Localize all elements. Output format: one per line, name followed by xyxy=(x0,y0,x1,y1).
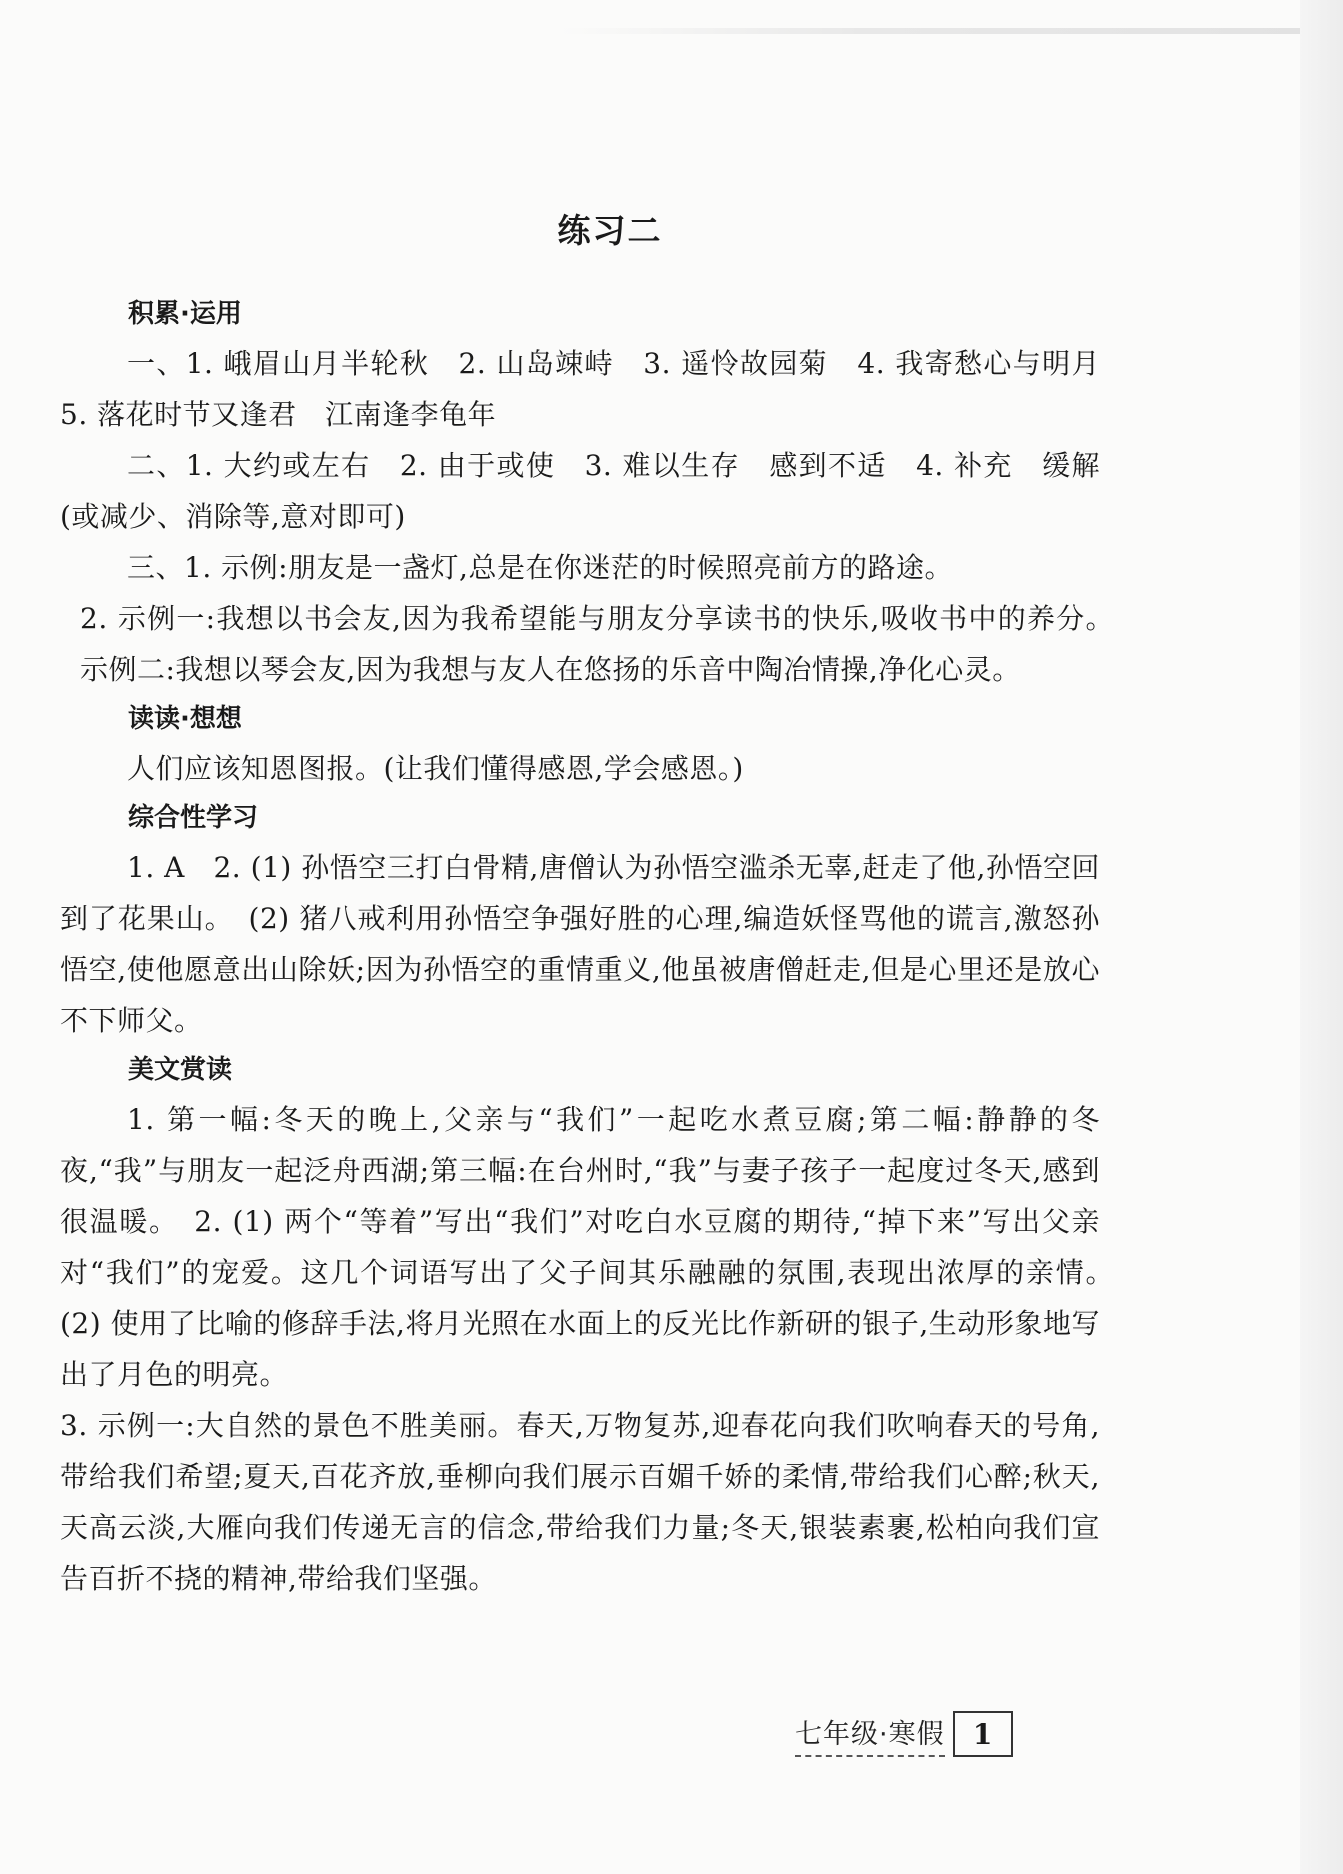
section-heading: 美文赏读 xyxy=(128,1055,233,1085)
section-accumulation xyxy=(60,290,1129,695)
section-appreciation xyxy=(60,1046,1129,1604)
section-heading: 读读·想想 xyxy=(128,704,242,734)
answer-paragraph: 三、1. 示例:朋友是一盏灯,总是在你迷茫的时候照亮前方的路途。 xyxy=(127,551,953,584)
page-number: 1 xyxy=(953,1711,1013,1757)
answer-paragraph: 3. 示例一:大自然的景色不胜美丽。春天,万物复苏,迎春花向我们吹响春天的号角,带给我们希望;夏天,百花齐放,垂柳向我们展示百媚千娇的柔情,带给我们心醉;秋天,天高云淡,大雁向我们传递无言的信念,带给我们力量;冬天,银装素裹,松柏向我们宣告百折不挠的精神,带给我们坚强。 xyxy=(60,1409,1100,1595)
answer-paragraph: 2. 示例一:我想以书会友,因为我希望能与朋友分享读书的快乐,吸收书中的养分。 示例二:我想以琴会友,因为我想与友人在悠扬的乐音中陶冶情操,净化心灵。 xyxy=(80,602,1129,686)
section-reading xyxy=(60,695,1100,794)
answer-paragraph: 二、1. 大约或左右 2. 由于或使 3. 难以生存 感到不适 4. 补充 缓解(或减少、消除等,意对即可) xyxy=(60,449,1100,533)
section-comprehensive xyxy=(60,794,1100,1046)
answer-paragraph: 1. 第一幅:冬天的晚上,父亲与“我们”一起吃水煮豆腐;第二幅:静静的冬夜,“我”与朋友一起泛舟西湖;第三幅:在台州时,“我”与妻子孩子一起度过冬天,感到很温暖。 2. (1) 两个“等着”写出“我们”对吃白水豆腐的期待,“掉下来”写出父亲对“我们”的宠爱。这几个词语写出了父子间其乐融融的氛围,表现出浓厚的亲情。 (2) 使用了比喻的修辞手法,将月光照在水面上的反光比作新研的银子,生动形象地写出了月色的明亮。 xyxy=(60,1103,1129,1391)
answer-paragraph: 1. A 2. (1) 孙悟空三打白骨精,唐僧认为孙悟空滥杀无辜,赶走了他,孙悟空回到了花果山。 (2) 猪八戒利用孙悟空争强好胜的心理,编造妖怪骂他的谎言,激怒孙悟空,使他愿意出山除妖;因为孙悟空的重情重义,他虽被唐僧赶走,但是心里还是放心不下师父。 xyxy=(60,851,1100,1037)
answer-paragraph: 一、1. 峨眉山月半轮秋 2. 山岛竦峙 3. 遥怜故园菊 4. 我寄愁心与明月 5. 落花时节又逢君 江南逢李龟年 xyxy=(60,347,1129,431)
scan-edge-shadow xyxy=(1300,0,1343,1874)
grade-label: 七年级·寒假 xyxy=(795,1712,945,1757)
page-footer xyxy=(795,1706,1013,1762)
section-heading: 综合性学习 xyxy=(128,803,259,833)
answer-paragraph: 人们应该知恩图报。(让我们懂得感恩,学会感恩。) xyxy=(127,752,744,785)
document-body xyxy=(60,205,1129,1604)
section-heading: 积累·运用 xyxy=(128,299,242,329)
scan-edge-shadow xyxy=(560,28,1320,34)
page-title: 练习二 xyxy=(557,211,663,250)
